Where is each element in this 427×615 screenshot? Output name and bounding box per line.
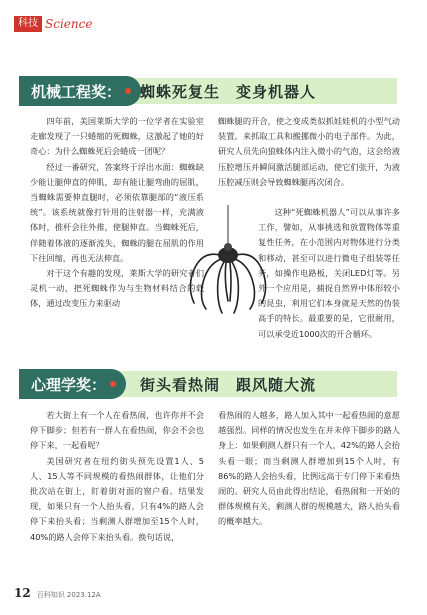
paragraph: 看热闹的人越多，路人加入其中一起看热闹的意愿越强烈。同样的情况也发生在并未停下脚步的路人身上：如果剩测人群只有一个人，42%的路人会抬头看一眼；而当剩测人群增加到15个人时，有86%的路人会抬头看，比例远高于专门停下来看热闹的。研究人员由此得出结论，看热闹和一开始的群体规模有关，剩测人群的规模越大，路人抬头看的概率越大。 [218, 410, 400, 527]
section2-banner [0, 369, 427, 399]
paragraph: 这种“死蜘蛛机器人”可以从事许多工作，譬如，从事挑选和放置物体等重复性任务，在小范围内对物体进行分类和移动，甚至可以进行微电子组装等任务，如操作电路板，关闭LED灯等。另外一个应用是，捕捉自然界中体形较小的昆虫，利用它们本身就是天然的伪装高手的特长。最重要的是，它很耐用，可以承受近1000次的开合循环。 [258, 207, 400, 339]
paragraph: 美国研究者在纽约街头预先设置1人、5人、15人等不同规模的看热闹群体，让他们分批次站在街上，盯着街对面的窗户看。结果发现，如果只有一个人抬头看，只有4%的路人会停下来抬头看；当剩测人群增加至15个人时，40%的路人会停下来抬头看。换句话说， [30, 455, 204, 542]
bullet-dot-icon [110, 381, 116, 387]
paragraph: 若大街上有一个人在看热闹，也许你并不会停下脚步；但若有一群人在看热闹，你会不会也停下来，一起看呢？ [30, 410, 204, 451]
section1-label: 机械工程奖： [25, 76, 141, 106]
section-tag-en: Science [45, 17, 93, 31]
section2-title: 街头看热闹 跟风随大流 [140, 375, 317, 394]
paragraph: 四年前，美国莱斯大学的一位学者在实验室走廊发现了一只蜷缩的死蜘蛛，这激起了她的好奇心：为什么蜘蛛死后会蜷成一团呢？ [30, 116, 204, 157]
section-tag: 科技 [14, 16, 42, 32]
section1-right-column-mid [258, 205, 400, 342]
section2-right-column [218, 408, 400, 530]
bullet-dot-icon [125, 88, 131, 94]
publication-source: 百科知识 2023.12A [36, 591, 101, 599]
section2-left-column [30, 408, 204, 545]
page-number: 12 [14, 586, 31, 600]
paragraph: 蜘蛛腿的开合，使之变成类似抓娃娃机的小型气动装置。来抓取工具和搬挪微小的电子部件。为此，研究人员先向狼蛛体内注入微小的气泡，这会给液压腔增压并瞬间激活腿部运动，使它们张开，为液压腔减压则会导致蜘蛛腿再次闭合。 [218, 116, 400, 187]
paragraph: 对于这个有趣的发现，莱斯大学的研究者们灵机一动，把死蜘蛛作为与生物材料结合的载体，通过改变压力来驱动 [30, 268, 204, 309]
section1-title: 蜘蛛死复生 变身机器人 [140, 82, 317, 101]
paragraph: 经过一番研究，答案终于浮出水面：蜘蛛缺少能让腿伸直的伸肌，却有能让腿弯曲的屈肌，当蜘蛛需要伸直腿时，必须依靠腿部的“液压系统”。该系统就像打针用的注射器一样，充满液体时，推杆会往外推，使腿伸直。当蜘蛛死后，伴随着体液的逐渐流失，蜘蛛的腿在屈肌的作用下往回缩，再也无法伸直。 [30, 161, 204, 263]
section1-right-column-top [218, 114, 400, 190]
section1-banner [0, 76, 427, 106]
section2-label: 心理学奖： [25, 369, 126, 399]
section-header [14, 16, 92, 32]
page-footer [14, 586, 101, 600]
